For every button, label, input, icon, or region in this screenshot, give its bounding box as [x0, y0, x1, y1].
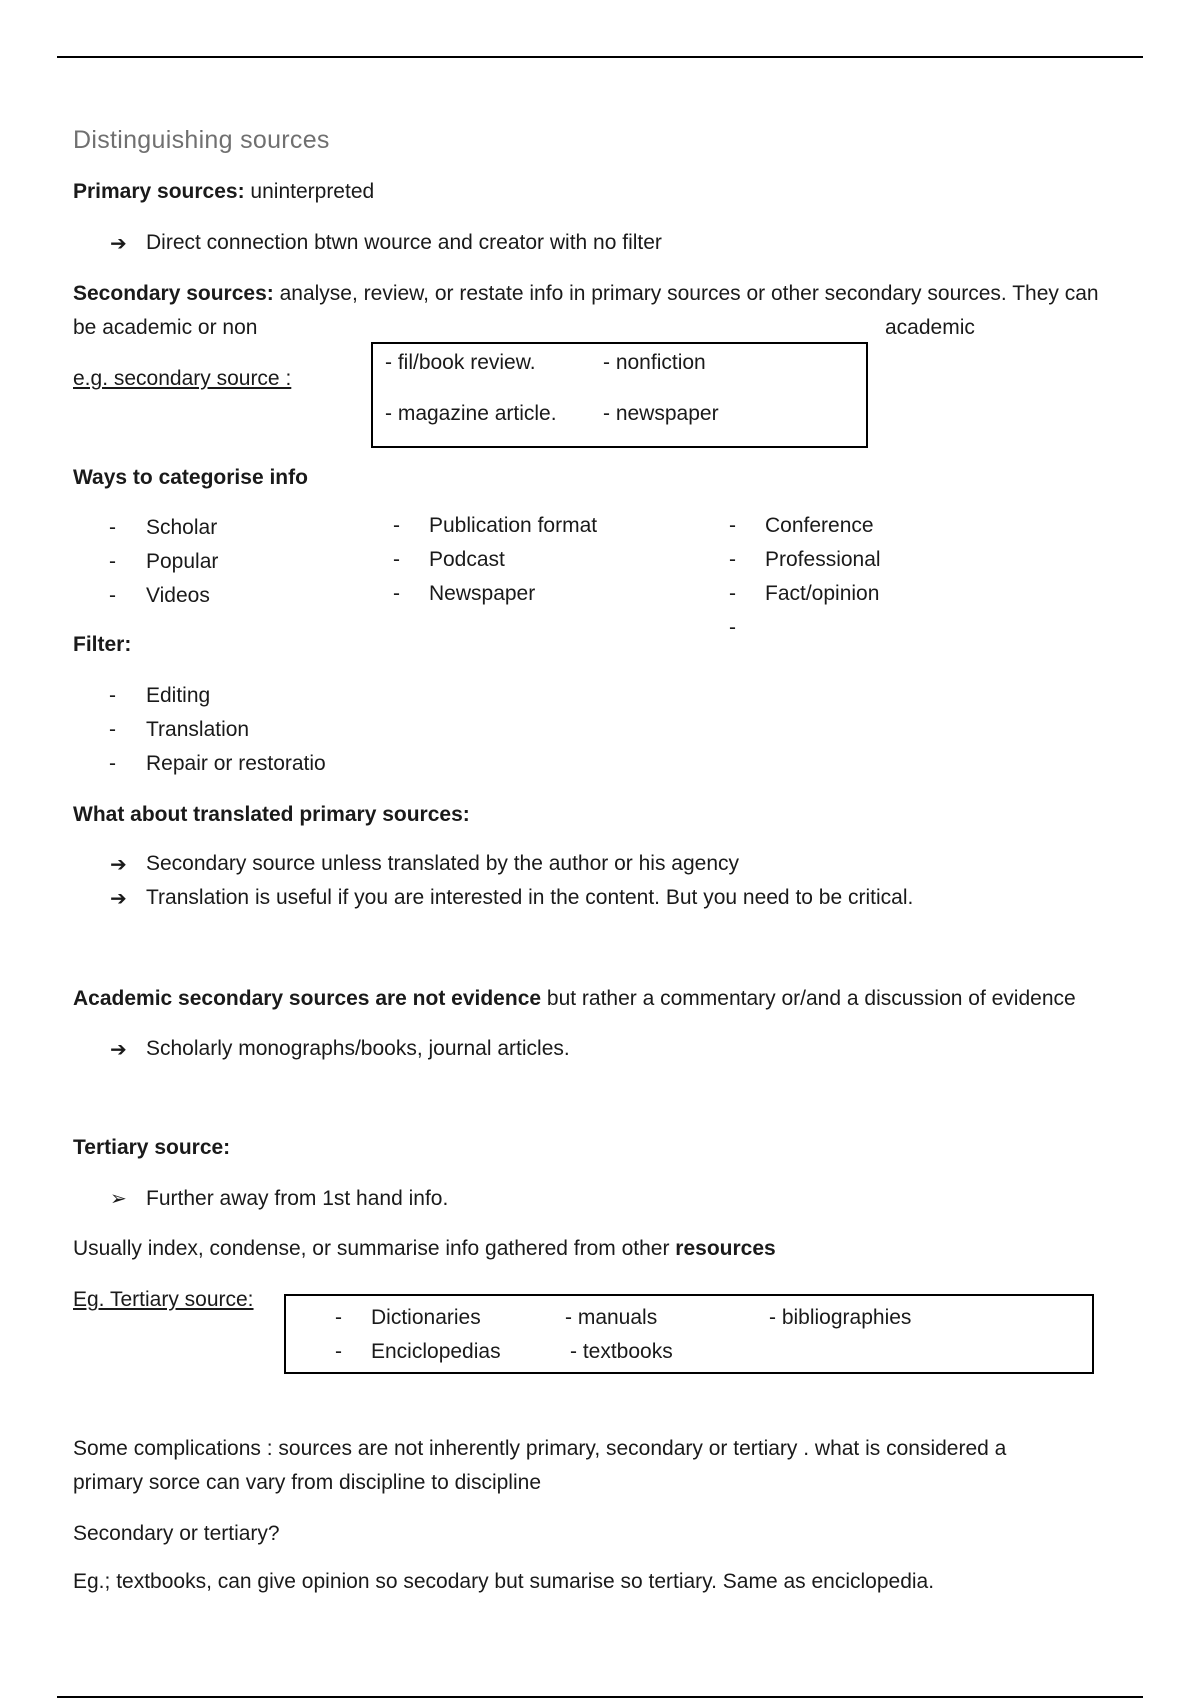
translated-title: What about translated primary sources:	[73, 803, 470, 826]
primary-text: uninterpreted	[244, 180, 375, 203]
primary-sources-line	[73, 179, 374, 204]
dash: -	[729, 582, 736, 605]
list-item: Popular	[146, 550, 219, 573]
arrow-bullet-icon: ➔	[110, 1039, 127, 1061]
list-item: Translation	[146, 718, 250, 741]
dash: -	[335, 1340, 342, 1363]
secondary-text-line2-end: academic	[885, 316, 975, 339]
filter-title: Filter:	[73, 633, 132, 656]
ways-title: Ways to categorise info	[73, 466, 308, 489]
tertiary-usually-bold: resources	[675, 1237, 776, 1260]
academic-rest: but rather a commentary or/and a discussion of evidence	[541, 987, 1076, 1010]
box-item: Dictionaries	[371, 1306, 481, 1329]
box-item: - fil/book review.	[385, 351, 536, 374]
dash: -	[729, 514, 736, 537]
dash: -	[109, 684, 116, 707]
dash: -	[729, 548, 736, 571]
list-item: Fact/opinion	[765, 582, 880, 605]
academic-bullet: Scholarly monographs/books, journal articles.	[146, 1037, 570, 1060]
complications-question: Secondary or tertiary?	[73, 1522, 280, 1545]
list-item: Scholar	[146, 516, 218, 539]
arrowhead-bullet-icon: ➢	[110, 1188, 127, 1210]
arrow-bullet-icon: ➔	[110, 233, 127, 255]
secondary-text-line2: be academic or non	[73, 316, 258, 339]
list-item: Professional	[765, 548, 881, 571]
complications-line1: Some complications : sources are not inherently primary, secondary or tertiary . what is considered a	[73, 1437, 1007, 1460]
box-item: - manuals	[565, 1306, 658, 1329]
arrow-bullet-icon: ➔	[110, 854, 127, 876]
dash: -	[109, 584, 116, 607]
academic-line	[73, 986, 1076, 1011]
dash: -	[109, 752, 116, 775]
list-item: Publication format	[429, 514, 598, 537]
primary-bullet: Direct connection btwn wource and creator with no filter	[146, 231, 662, 254]
list-item: Editing	[146, 684, 211, 707]
translated-bullet: Secondary source unless translated by the author or his agency	[146, 852, 740, 875]
dash: -	[393, 514, 400, 537]
bottom-rule	[57, 1696, 1143, 1698]
tertiary-usually-line	[73, 1236, 776, 1261]
complications-line2: primary sorce can vary from discipline to discipline	[73, 1471, 541, 1494]
tertiary-example-label: Eg. Tertiary source:	[73, 1288, 254, 1311]
secondary-text: analyse, review, or restate info in primary sources or other secondary sources. They can	[273, 282, 1099, 305]
primary-label: Primary sources:	[73, 180, 245, 203]
dash: -	[109, 550, 116, 573]
dash: -	[109, 516, 116, 539]
dash: -	[335, 1306, 342, 1329]
list-item: Conference	[765, 514, 874, 537]
list-item: Newspaper	[429, 582, 536, 605]
top-rule	[57, 56, 1143, 58]
tertiary-title: Tertiary source:	[73, 1136, 231, 1159]
box-item: - textbooks	[570, 1340, 673, 1363]
dash: -	[393, 548, 400, 571]
box-item: - nonfiction	[603, 351, 706, 374]
box-item: - magazine article.	[385, 402, 557, 425]
page-heading: Distinguishing sources	[73, 126, 330, 154]
dash: -	[393, 582, 400, 605]
list-item: Podcast	[429, 548, 505, 571]
translated-bullet: Translation is useful if you are interested in the content. But you need to be critical.	[146, 886, 914, 909]
secondary-label: Secondary sources:	[73, 282, 274, 305]
box-item: - newspaper	[603, 402, 719, 425]
complications-example: Eg.; textbooks, can give opinion so secodary but sumarise so tertiary. Same as enciclopedia.	[73, 1570, 935, 1593]
tertiary-bullet: Further away from 1st hand info.	[146, 1187, 449, 1210]
arrow-bullet-icon: ➔	[110, 888, 127, 910]
list-item: Videos	[146, 584, 210, 607]
academic-bold: Academic secondary sources are not evidence	[73, 987, 542, 1010]
tertiary-usually-text: Usually index, condense, or summarise info gathered from other	[73, 1237, 676, 1260]
dash: -	[729, 616, 736, 639]
box-item: Enciclopedias	[371, 1340, 501, 1363]
list-item: Repair or restoratio	[146, 752, 326, 775]
box-item: - bibliographies	[769, 1306, 912, 1329]
dash: -	[109, 718, 116, 741]
secondary-example-label: e.g. secondary source :	[73, 367, 292, 390]
secondary-sources-line	[73, 281, 1099, 306]
